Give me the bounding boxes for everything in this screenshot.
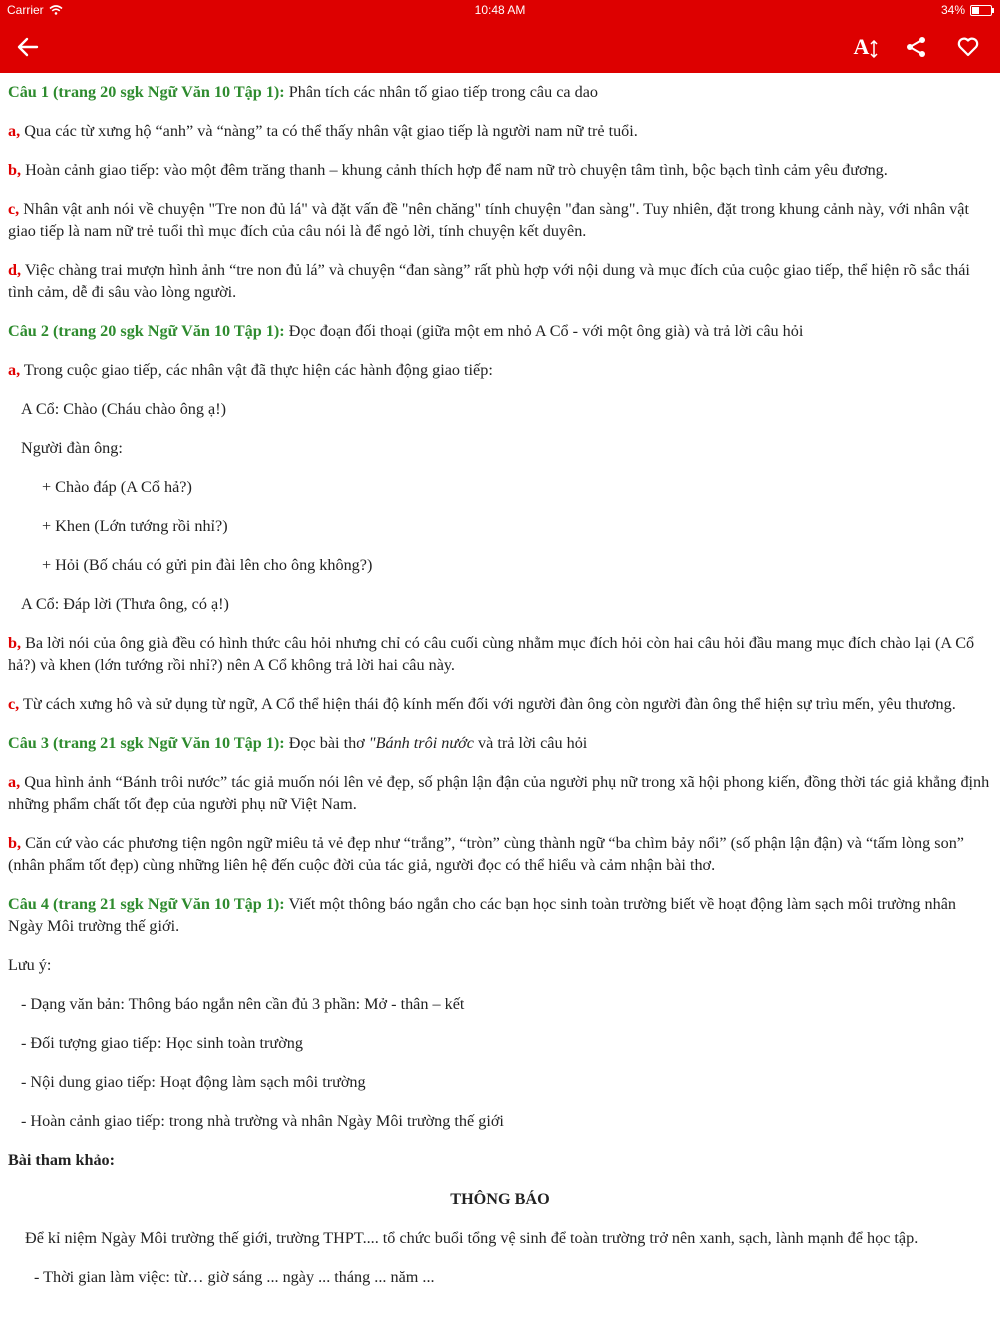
question-4 [8, 893, 992, 937]
question-1 [8, 81, 992, 103]
question-2-title: Câu 2 (trang 20 sgk Ngữ Văn 10 Tập 1): [8, 322, 285, 340]
answer-3b: b, Căn cứ vào các phương tiện ngôn ngữ miêu tả vẻ đẹp như “trắng”, “tròn” cùng thành ngữ “ba chìm bảy nổi” (số phận lận đận) và “tấm lòng son” (nhân phẩm tốt đẹp) cùng những liên hệ đến cuộc đời của tác giả, người đọc có thể hiểu và cảm nhận bài thơ. [8, 834, 964, 874]
back-button[interactable] [10, 20, 46, 73]
answer-label: c, [8, 695, 20, 713]
answer-label: b, [8, 634, 22, 652]
status-bar [0, 0, 1000, 20]
answer-1d: d, Việc chàng trai mượn hình ảnh “tre non đủ lá” và chuyện “đan sàng” rất phù hợp với nội dung và mục đích của cuộc giao tiếp, thể hiện rõ sắc thái tình cảm, dễ đi sâu vào lòng người. [8, 261, 970, 301]
question-1-text: Phân tích các nhân tố giao tiếp trong câu ca dao [284, 83, 598, 101]
article-content [0, 81, 1000, 1288]
answer-3a: a, Qua hình ảnh “Bánh trôi nước” tác giả muốn nói lên vẻ đẹp, số phận lận đận của người phụ nữ trong xã hội phong kiến, đồng thời tác giả khẳng định những phẩm chất tốt đẹp của người phụ nữ Việt Nam. [8, 773, 990, 813]
reference-heading: Bài tham khảo: [8, 1151, 116, 1169]
answer-label: b, [8, 161, 22, 179]
question-3: Câu 3 (trang 21 sgk Ngữ Văn 10 Tập 1): Đọc bài thơ "Bánh trôi nước và trả lời câu hỏi [8, 734, 588, 752]
status-right [941, 3, 992, 17]
answer-label: c, [8, 200, 20, 218]
answer-1a: a, Qua các từ xưng hộ “anh” và “nàng” ta có thể thấy nhân vật giao tiếp là người nam nữ trẻ tuổi. [8, 122, 638, 140]
note-item: - Dạng văn bản: Thông báo ngắn nên cần đủ 3 phần: Mở - thân – kết [21, 995, 465, 1013]
dialog-line: A Cổ: Đáp lời (Thưa ông, có ạ!) [21, 595, 229, 613]
question-2-text: Đọc đoạn đối thoại (giữa một em nhỏ A Cổ - với một ông già) và trả lời câu hỏi [284, 322, 804, 340]
notice-title: THÔNG BÁO [450, 1190, 550, 1208]
dialog-line: + Chào đáp (A Cổ hả?) [42, 478, 192, 496]
heart-icon [957, 37, 979, 57]
dialog-line: A Cổ: Chào (Cháu chào ông ạ!) [21, 400, 226, 418]
poem-title: "Bánh trôi nước [368, 734, 474, 752]
answer-1b: b, Hoàn cảnh giao tiếp: vào một đêm trăng thanh – khung cảnh thích hợp để nam nữ trò chuyện tâm tình, bộc bạch tình cảm yêu đương. [8, 161, 888, 179]
note-item: - Hoàn cảnh giao tiếp: trong nhà trường và nhân Ngày Môi trường thế giới [21, 1112, 504, 1130]
dialog-line: + Hỏi (Bố cháu có gửi pin đài lên cho ông không?) [42, 556, 373, 574]
notice-time: - Thời gian làm việc: từ… giờ sáng ... ngày ... tháng ... năm ... [34, 1268, 435, 1286]
font-size-button[interactable] [848, 20, 884, 73]
answer-label: d, [8, 261, 22, 279]
arrow-left-icon [17, 37, 39, 57]
answer-label: a, [8, 122, 21, 140]
answer-label: a, [8, 361, 21, 379]
font-size-icon: A [854, 36, 879, 58]
answer-label: b, [8, 834, 22, 852]
question-4-text: Viết một thông báo ngắn cho các bạn học sinh toàn trường biết về hoạt động làm sạch môi trường nhân Ngày Môi trường thế giới. [8, 895, 957, 935]
answer-2c: c, Từ cách xưng hô và sử dụng từ ngữ, A Cổ thể hiện thái độ kính mến đối với người đàn ông còn người đàn ông thể hiện sự trìu mến, yêu thương. [8, 695, 956, 713]
answer-1c: c, Nhân vật anh nói về chuyện "Tre non đủ lá" và đặt vấn đề "nên chăng" tính chuyện "đan sàng". Tuy nhiên, đặt trong khung cảnh này, với nhân vật giao tiếp là nam nữ trẻ tuổi thì mục đích của câu nói là để ngỏ lời, tính chuyện kết duyên. [8, 200, 969, 240]
share-icon [905, 36, 927, 58]
answer-2a: a, Trong cuộc giao tiếp, các nhân vật đã thực hiện các hành động giao tiếp: [8, 361, 493, 379]
question-2 [8, 320, 992, 342]
battery-percent: 34% [940, 3, 965, 17]
battery-icon [970, 5, 992, 16]
carrier-label: Carrier [7, 3, 44, 17]
navigation-bar [0, 20, 1000, 73]
dialog-line: Người đàn ông: [21, 439, 123, 457]
answer-label: a, [8, 773, 21, 791]
question-3-title: Câu 3 (trang 21 sgk Ngữ Văn 10 Tập 1): [8, 734, 285, 752]
favorite-button[interactable] [950, 20, 986, 73]
dialog-line: + Khen (Lớn tướng rồi nhỉ?) [42, 517, 228, 535]
share-button[interactable] [898, 20, 934, 73]
note-item: - Đối tượng giao tiếp: Học sinh toàn trường [21, 1034, 303, 1052]
answer-2b: b, Ba lời nói của ông già đều có hình thức câu hỏi nhưng chỉ có câu cuối cùng nhằm mục đích hỏi còn hai câu hỏi đầu mang mục đích chào lại (A Cổ hả?) và khen (lớn tướng rồi nhỉ?) nên A Cổ không trả lời hai câu này. [8, 634, 975, 674]
status-time: 10:48 AM [474, 3, 526, 17]
question-4-title: Câu 4 (trang 21 sgk Ngữ Văn 10 Tập 1): [8, 895, 285, 913]
note-item: - Nội dung giao tiếp: Hoạt động làm sạch môi trường [21, 1073, 366, 1091]
question-1-title: Câu 1 (trang 20 sgk Ngữ Văn 10 Tập 1): [8, 83, 285, 101]
notice-body: Để kỉ niệm Ngày Môi trường thế giới, trường THPT.... tổ chức buổi tổng vệ sinh để toàn trường trở nên xanh, sạch, lành mạnh để học tập. [25, 1229, 919, 1247]
note-heading: Lưu ý: [8, 956, 52, 974]
